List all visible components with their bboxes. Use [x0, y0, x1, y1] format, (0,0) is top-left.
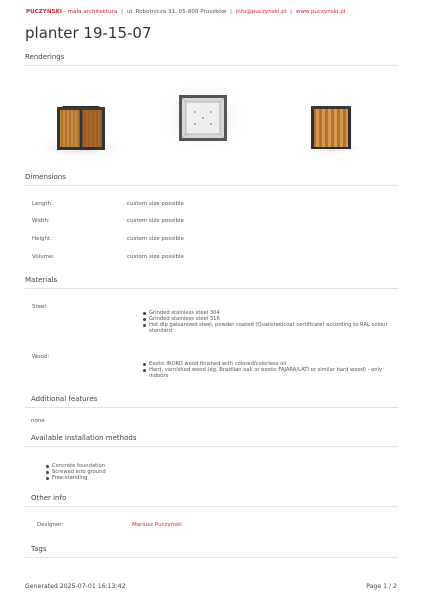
dimension-label-width: Width:: [32, 218, 50, 224]
installation-methods-list: [46, 463, 246, 481]
section-divider: [25, 407, 398, 408]
section-title-dimensions: Dimensions: [25, 173, 66, 181]
header-separator: |: [230, 9, 232, 15]
planter-top-render[interactable]: [149, 70, 257, 165]
list-item: Hard, varnished wood (eg. Brazilian oak or exotic FAJARA/LATI or similar hard wood) - only indoors: [143, 367, 393, 379]
list-item: Exotic IROKO wood finished with colored/colorless oil: [143, 361, 393, 367]
page-title: planter 19-15-07: [25, 24, 152, 42]
planter-front-icon: [277, 70, 385, 165]
renderings-gallery: [25, 70, 399, 165]
company-address: ul. Robotnicza 31, 05-800 Pruszków: [126, 9, 227, 15]
section-divider: [25, 65, 398, 66]
list-item: Grinded stainless steel 304: [143, 310, 393, 316]
page-number: Page 1 / 2: [366, 583, 397, 590]
planter-perspective-icon: [25, 70, 133, 165]
section-divider: [25, 288, 398, 289]
material-label-wood: Wood:: [32, 354, 50, 360]
planter-top-icon: [149, 70, 257, 165]
dimension-label-volume: Volume:: [32, 254, 55, 260]
section-title-installation: Available installation methods: [31, 434, 137, 442]
generated-timestamp: Generated 2025-07-01 16:13:42: [25, 583, 126, 590]
list-item: Free-standing: [46, 475, 246, 481]
list-item: Concrete foundation: [46, 463, 246, 469]
email-link[interactable]: info@puczynski.pl: [235, 9, 287, 15]
section-title-renderings: Renderings: [25, 53, 65, 61]
material-label-steel: Steel:: [32, 304, 48, 310]
header-separator: |: [290, 9, 293, 15]
planter-perspective-render[interactable]: [25, 70, 133, 165]
brand-name: PUCZYŃSKI: [26, 9, 62, 15]
website-link[interactable]: www.puczynski.pl: [295, 9, 346, 15]
section-title-materials: Materials: [25, 276, 58, 284]
list-item: Grinded stainless steel 316: [143, 316, 393, 322]
section-title-tags: Tags: [31, 545, 47, 553]
dimension-value-height: custom size possible: [127, 236, 184, 242]
brand-subtitle: - mała architektura: [63, 9, 118, 15]
additional-features-value: none: [31, 418, 45, 424]
section-title-additional-features: Additional features: [31, 395, 98, 403]
header-separator: |: [121, 9, 124, 15]
dimension-label-height: Height:: [32, 236, 53, 242]
wood-options-list: [143, 361, 393, 379]
page-header: [26, 9, 345, 15]
dimension-value-length: custom size possible: [127, 201, 184, 207]
section-divider: [25, 185, 398, 186]
planter-front-render[interactable]: [277, 70, 385, 165]
section-divider: [25, 557, 398, 558]
designer-link[interactable]: Mariusz Puczyński: [132, 522, 182, 528]
section-divider: [25, 506, 398, 507]
dimension-value-width: custom size possible: [127, 218, 184, 224]
steel-options-list: [143, 310, 393, 334]
designer-label: Designer:: [37, 522, 64, 528]
dimension-label-length: Length:: [32, 201, 53, 207]
list-item: Hot dip galvanized steel, powder coated (Qualisteelcoat certificate) according to RAL colour standard: [143, 322, 393, 334]
section-divider: [25, 446, 398, 447]
dimension-value-volume: custom size possible: [127, 254, 184, 260]
list-item: Screwed into ground: [46, 469, 246, 475]
section-title-other-info: Other info: [31, 494, 67, 502]
